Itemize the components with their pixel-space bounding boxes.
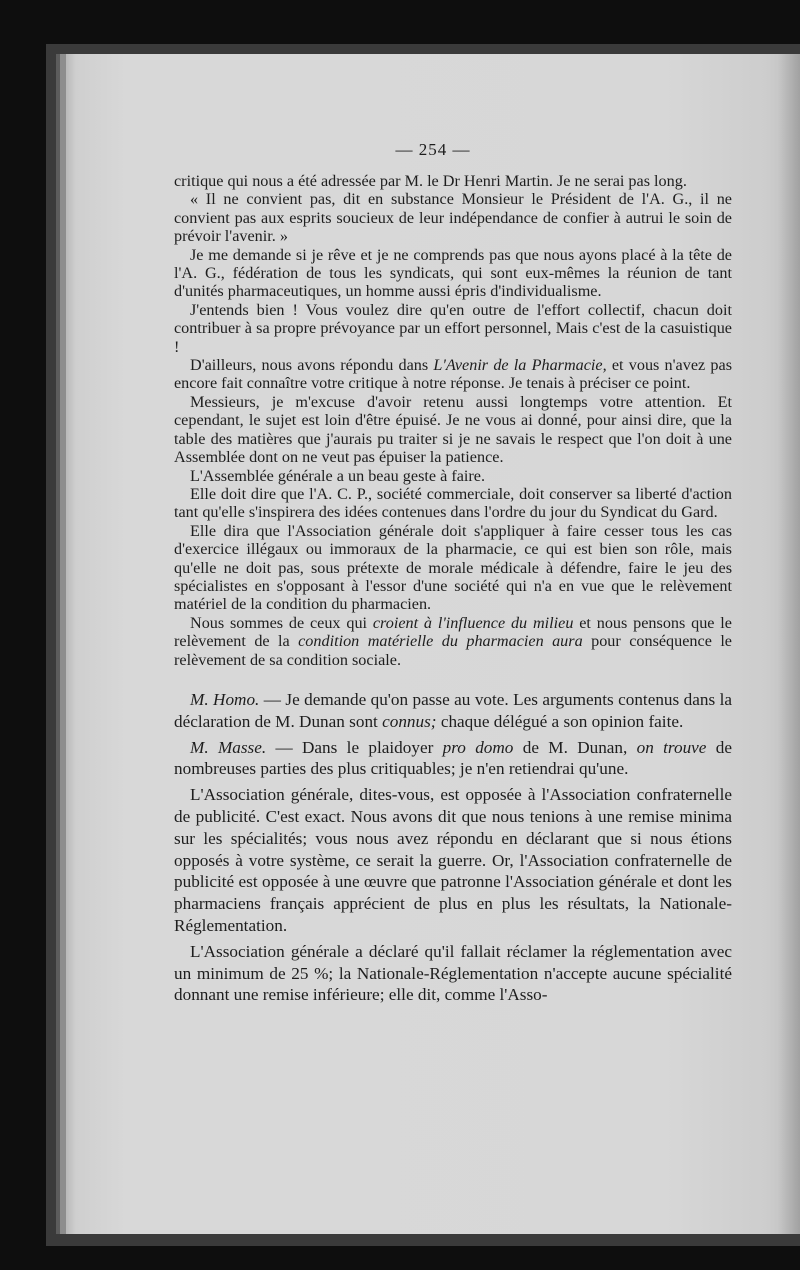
- quote-text: Nous sommes de ceux qui: [190, 613, 373, 632]
- quote-text: et vous n'avez pas encore fait connaître votre critique à notre réponse. Je tenais à préciser ce point.: [174, 356, 732, 393]
- page-edge-shading: [778, 54, 800, 1234]
- body-paragraph: L'Association générale, dites-vous, est opposée à l'Association confraternelle de publicité. C'est exact. Nous avons dit que nous tenions à une remise minima sur les spécialités; vous nous avez répondu en déclarant que si nous étions opposés à votre système, ce serait la guerre. Or, l'Association confraternelle de publicité est opposée à une œuvre que patronne l'Association générale et dont les pharmaciens français apprécient de plus en plus les résultats, la Nationale-Réglementation.: [174, 785, 732, 935]
- speaker-paragraph-masse: [174, 737, 732, 781]
- quote-paragraph: L'Assemblée générale a un beau geste à faire.: [190, 466, 486, 485]
- speech-text: — Dans le plaidoyer: [266, 737, 443, 757]
- quote-paragraph: Elle doit dire que l'A. C. P., société commerciale, doit conserver sa liberté d'action tant qu'elle s'inspirera des idées contenues dans l'ordre du jour du Syndicat du Gard.: [174, 484, 732, 522]
- quoted-speech: [174, 172, 732, 669]
- quote-paragraph: Elle dira que l'Association générale doit s'appliquer à faire cesser tous les cas d'exercice illégaux ou immoraux de la pharmacie, ce qui est bien son rôle, mais qu'elle ne doit pas, sous prétexte de morale médicale à défendre, faire le jeu des spécialistes en s'opposant à l'essor d'une société qui n'a en vue que le relèvement matériel de la condition du pharmacien.: [174, 521, 732, 614]
- speaker-name: M. Homo.: [190, 689, 260, 709]
- page-number: — 254 —: [395, 140, 471, 159]
- quote-paragraph: J'entends bien ! Vous voulez dire qu'en outre de l'effort collectif, chacun doit contribuer à sa propre prévoyance par un effort personnel, Mais c'est de la casuistique !: [174, 300, 732, 356]
- body-paragraph: L'Association générale a déclaré qu'il fallait réclamer la réglementation avec un minimum de 25 %; la Nationale-Réglementation n'accepte aucune spécialité donnant une remise inférieure; elle dit, comme l'Asso-: [174, 941, 732, 1005]
- speaker-paragraph-homo: [174, 689, 732, 733]
- quote-paragraph: « Il ne convient pas, dit en substance Monsieur le Président de l'A. G., il ne convient pas aux esprits soucieux de leur indépendance de confier à autrui le soin de prévoir l'avenir. »: [174, 190, 732, 246]
- quote-paragraph: [174, 356, 732, 393]
- journal-title: L'Avenir de la Pharmacie,: [433, 356, 607, 375]
- debate-text: [174, 689, 732, 1006]
- page-text: [174, 172, 732, 1010]
- speaker-name: M. Masse.: [190, 737, 267, 757]
- quote-text: et nous pensons que le relèvement de la: [174, 613, 732, 651]
- quote-paragraph: Messieurs, je m'excuse d'avoir retenu aussi longtemps votre attention. Et cependant, le sujet est loin d'être épuisé. Je ne vous ai donné, pour ainsi dire, que la table des matières que j'aurais pu traiter si je ne savais le respect que l'on doit à une Assemblée dont on ne veut pas épuiser la patience.: [174, 392, 732, 467]
- quote-paragraph: Je me demande si je rêve et je ne comprends pas que nous ayons placé à la tête de l'A. G., fédération de tous les syndicats, qui sont eux-mêmes la réunion de tant d'unités pharmaceutiques, un homme aussi épris d'individualisme.: [174, 245, 732, 301]
- speech-text: — Je demande qu'on passe au vote. Les arguments contenus dans la déclaration de M. Dunan sont: [174, 689, 732, 731]
- emphasis-text: croient à l'influence du milieu: [372, 613, 574, 632]
- book-page: [66, 54, 800, 1234]
- emphasis-text: connus;: [382, 711, 437, 731]
- quote-paragraph: [174, 614, 732, 669]
- quote-text: pour conséquence le relèvement de sa condition sociale.: [174, 632, 732, 669]
- emphasis-text: on trouve: [636, 737, 707, 757]
- speech-text: de nombreuses parties des plus critiquables; je n'en retiendrai qu'une.: [174, 737, 732, 779]
- speech-text: chaque délégué a son opinion faite.: [436, 711, 684, 731]
- quote-paragraph: critique qui nous a été adressée par M. le Dr Henri Martin. Je ne serai pas long.: [174, 172, 687, 190]
- speech-text: de M. Dunan,: [513, 737, 637, 757]
- emphasis-text: condition matérielle du pharmacien aura: [298, 632, 583, 651]
- emphasis-text: pro domo: [442, 737, 514, 757]
- quote-text: D'ailleurs, nous avons répondu dans: [190, 356, 434, 375]
